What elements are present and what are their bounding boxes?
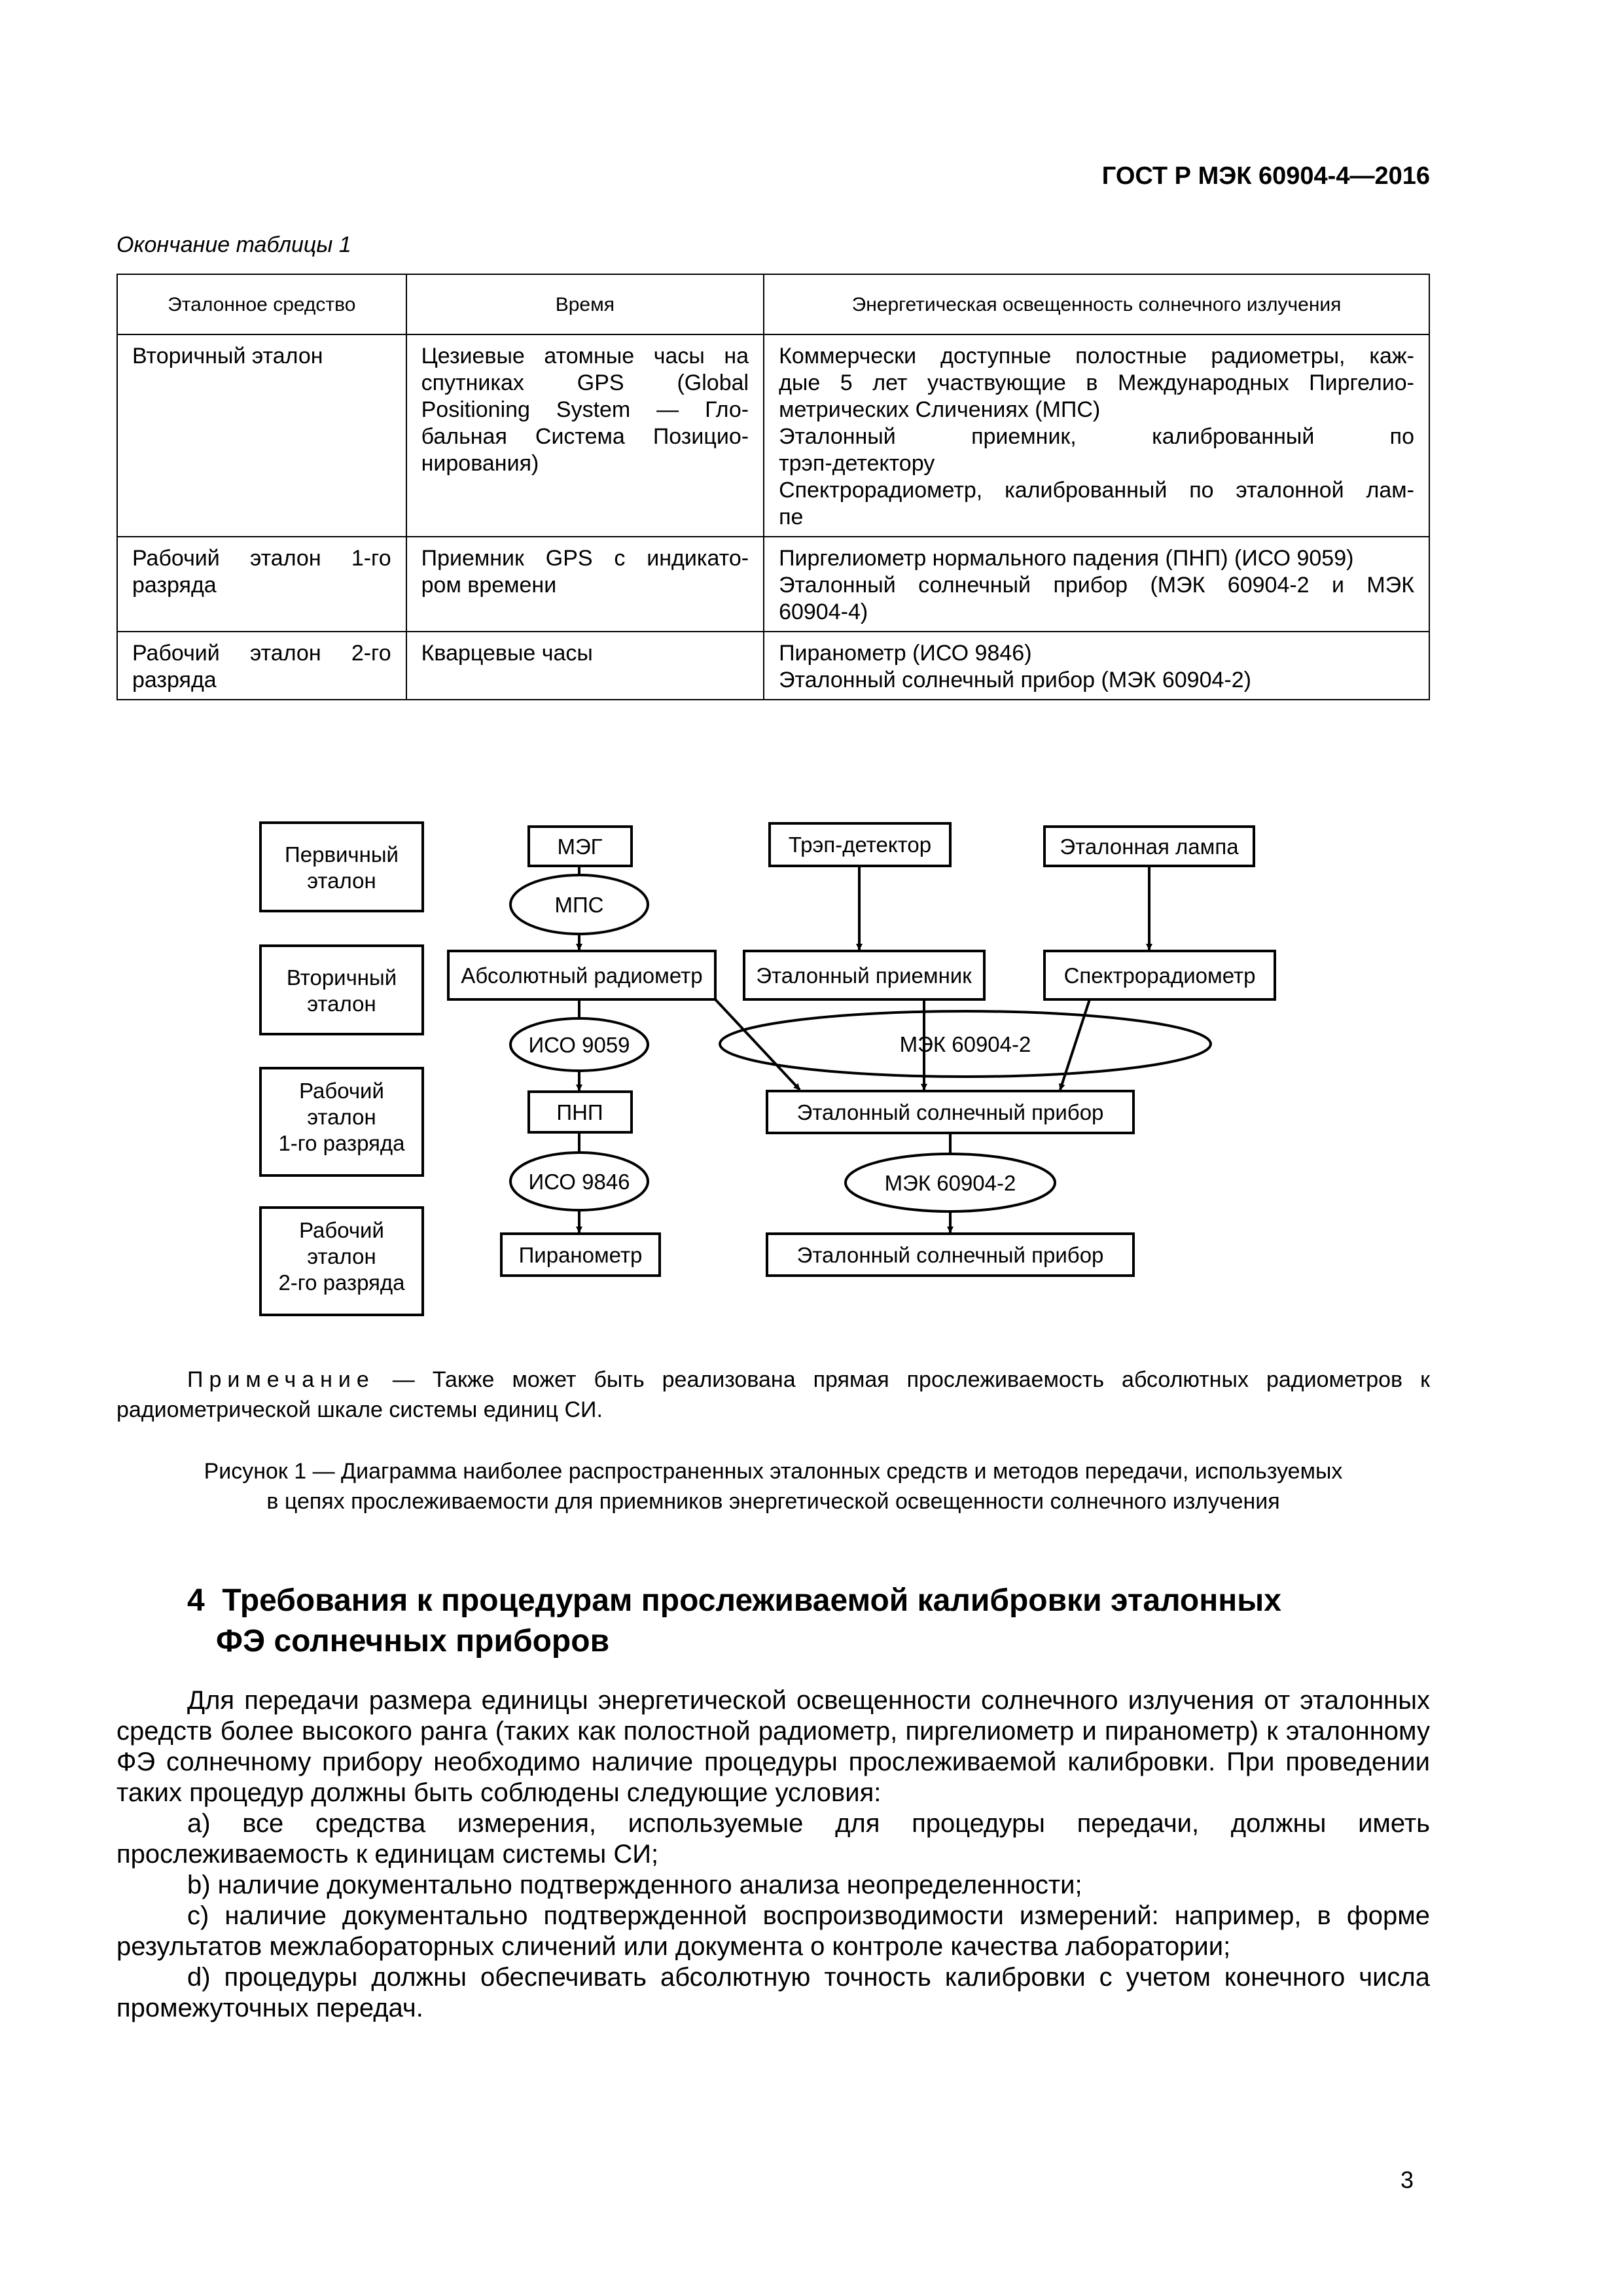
label-reference-device-2: Эталонный солнечный прибор (796, 1243, 1104, 1267)
body-paragraph: Для передачи размера единицы энергетической освещенности солнечного излучения от эталонных средств более высокого ранга (таких как полостной радиометр, пиргелиометр и пиранометр) к эталонному ФЭ солнечному прибору необходимо наличие процедуры прослеживаемой калибровки. При проведении таких процедур должны быть соблюдены следующие условия: (116, 1686, 1430, 1807)
table-caption: Окончание таблицы 1 (116, 232, 351, 257)
label-iso-9059: ИСО 9059 (528, 1033, 630, 1057)
cell-irradiance (764, 632, 1429, 700)
label-absolute-radiometer: Абсолютный радиометр (461, 963, 703, 988)
level-primary-line-1: Первичный (285, 842, 399, 867)
cell-line: Positioning System — Гло- (421, 397, 749, 422)
level-working-2-line-1: Рабочий (299, 1218, 384, 1242)
section-title-line-2: ФЭ солнечных приборов (216, 1624, 610, 1659)
cell-line: Эталонный приемник, калиброванный по (779, 424, 1414, 449)
level-box-secondary (260, 946, 423, 1034)
cell-irradiance (764, 334, 1429, 537)
level-working-1-line-1: Рабочий (299, 1079, 384, 1103)
cell-standard: Рабочий эталон 2-го разряда (117, 632, 406, 700)
figure-note (116, 1365, 1430, 1425)
cell-line: Эталонный солнечный прибор (МЭК 60904-2 и МЭК (779, 573, 1414, 598)
label-trap-detector: Трэп-детектор (788, 833, 932, 857)
table-row (117, 537, 1429, 632)
column-header-time: Время (406, 274, 764, 334)
document-code: ГОСТ Р МЭК 60904-4—2016 (1101, 162, 1430, 190)
column-header-irradiance: Энергетическая освещенность солнечного излучения (764, 274, 1429, 334)
section-title-line-1: Требования к процедурам прослеживаемой калибровки эталонных (222, 1583, 1281, 1618)
cell-line: Цезиевые атомные часы на (421, 344, 749, 368)
cell-irradiance (764, 537, 1429, 632)
label-reference-lamp: Эталонная лампа (1060, 834, 1239, 859)
cell-standard: Вторичный эталон (117, 334, 406, 537)
label-spectroradiometer: Спектрорадиометр (1063, 963, 1256, 988)
label-pnp: ПНП (556, 1100, 603, 1124)
label-reference-receiver: Эталонный приемник (756, 963, 972, 988)
table-header-row (117, 274, 1429, 334)
level-secondary-line-1: Вторичный (286, 965, 397, 990)
cell-line: Пиргелиометр нормального падения (ПНП) (ИСО 9059) (779, 546, 1354, 571)
cell-time (406, 537, 764, 632)
level-primary-line-2: эталон (307, 869, 376, 893)
list-item-d: d) процедуры должны обеспечивать абсолютную точность калибровки с учетом конечного числа промежуточных передач. (116, 1963, 1430, 2022)
cell-line: бальная Система Позицио- (421, 424, 749, 449)
traceability-diagram (0, 785, 1623, 1342)
label-reference-device-1: Эталонный солнечный прибор (796, 1100, 1104, 1124)
label-meg: МЭГ (557, 834, 603, 859)
label-mps: МПС (554, 893, 604, 917)
list-item-c: c) наличие документально подтвержденной воспроизводимости измерений: например, в форме результатов межлабораторных сличений или документа о контроле качества лаборатории; (116, 1901, 1430, 1961)
level-box-primary (260, 823, 423, 911)
label-iec-60904-2-bottom: МЭК 60904-2 (884, 1171, 1016, 1195)
cell-line: Коммерчески доступные полостные радиометры, каж- (779, 344, 1414, 368)
cell-time (406, 334, 764, 537)
figure-caption-line-2: в цепях прослеживаемости для приемников энергетической освещенности солнечного излучения (266, 1489, 1280, 1514)
cell-line: пе (779, 505, 804, 529)
cell-line: нирования) (421, 451, 539, 476)
cell-line: дые 5 лет участвующие в Международных Пиргелио- (779, 370, 1414, 395)
cell-time (406, 632, 764, 700)
note-label: Примечание (187, 1367, 375, 1392)
cell-line: Кварцевые часы (421, 641, 593, 666)
table-row (117, 334, 1429, 537)
cell-line: метрических Сличениях (МПС) (779, 397, 1101, 422)
cell-line: спутниках GPS (Global (421, 370, 749, 395)
level-working-1-line-3: 1-го разряда (278, 1131, 405, 1155)
list-item-b: b) наличие документально подтвержденного анализа неопределенности; (187, 1871, 1082, 1899)
cell-line: Спектрорадиометр, калиброванный по эталонной лам- (779, 478, 1414, 503)
level-working-1-line-2: эталон (307, 1105, 376, 1129)
note-text: — Также может быть реализована прямая прослеживаемость абсолютных радиометров к радиометрической шкале системы единиц СИ. (116, 1367, 1430, 1422)
standards-table (116, 274, 1430, 700)
cell-line: Приемник GPS с индикато- (421, 546, 749, 571)
level-secondary-line-2: эталон (307, 992, 376, 1016)
figure-caption-line-1: Рисунок 1 — Диаграмма наиболее распространенных эталонных средств и методов передачи, используемых (204, 1459, 1343, 1484)
section-number: 4 (187, 1583, 205, 1618)
cell-line: 60904-4) (779, 600, 868, 624)
table-row (117, 632, 1429, 700)
section-heading (187, 1581, 1398, 1662)
level-working-2-line-3: 2-го разряда (278, 1270, 405, 1295)
section-body (116, 1685, 1430, 2024)
cell-line: трэп-детектору (779, 451, 935, 476)
cell-standard: Рабочий эталон 1-го разряда (117, 537, 406, 632)
cell-line: Пиранометр (ИСО 9846) (779, 641, 1032, 666)
level-working-2-line-2: эталон (307, 1244, 376, 1268)
cell-line: Эталонный солнечный прибор (МЭК 60904-2) (779, 668, 1251, 692)
label-iso-9846: ИСО 9846 (528, 1170, 630, 1194)
column-header-standard: Эталонное средство (117, 274, 406, 334)
figure-caption (116, 1456, 1430, 1516)
label-pyranometer: Пиранометр (518, 1243, 643, 1267)
cell-line: ром времени (421, 573, 557, 598)
list-item-a: a) все средства измерения, используемые для процедуры передачи, должны иметь прослеживаемость к единицам системы СИ; (116, 1809, 1430, 1869)
label-iec-60904-2-top: МЭК 60904-2 (899, 1032, 1031, 1056)
page-number: 3 (1400, 2166, 1414, 2193)
